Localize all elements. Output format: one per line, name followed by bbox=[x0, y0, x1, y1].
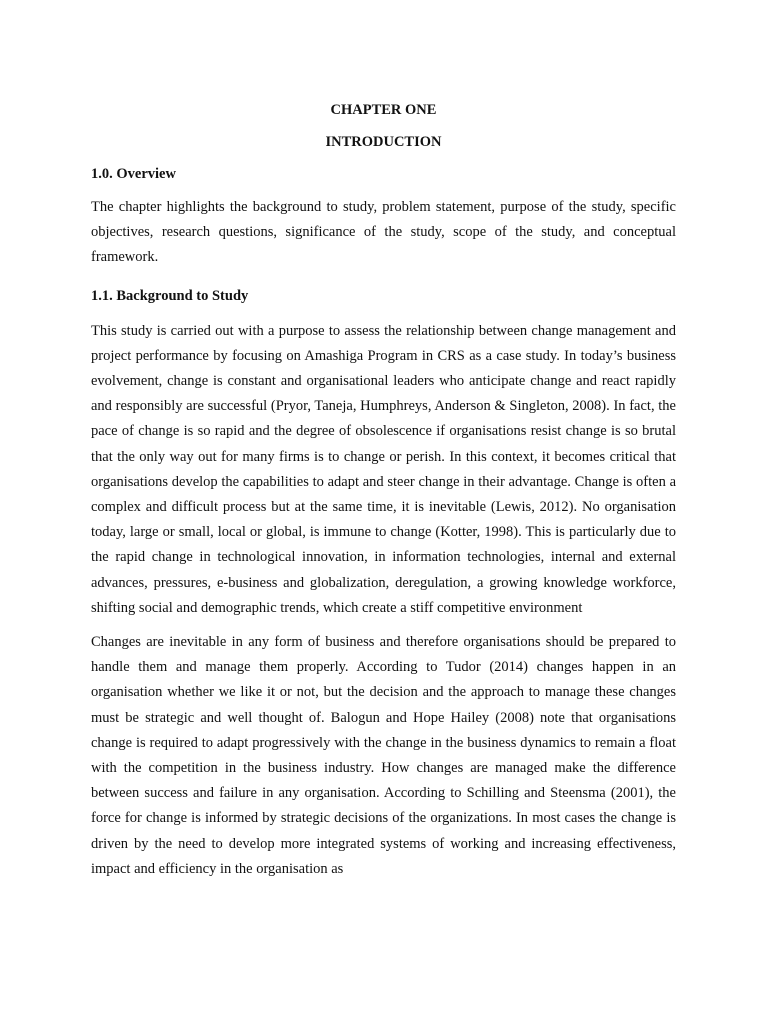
document-page bbox=[91, 101, 676, 882]
background-paragraph-1: This study is carried out with a purpose to assess the relationship between change management and project performance by focusing on Amashiga Program in CRS as a case study. In today’s business evolvement, change is constant and organisational leaders who anticipate change and react rapidly and responsibly are successful (Pryor, Taneja, Humphreys, Anderson & Singleton, 2008). In fact, the pace of change is so rapid and the degree of obsolescence if organisations resist change is so brutal that the only way out for many firms is to change or perish. In this context, it becomes critical that organisations develop the capabilities to adapt and steer change in their advantage. Change is often a complex and difficult process but at the same time, it is inevitable (Lewis, 2012). No organisation today, large or small, local or global, is immune to change (Kotter, 1998). This is particularly due to the rapid change in technological innovation, in information technologies, internal and external advances, pressures, e-business and globalization, deregulation, a growing knowledge workforce, shifting social and demographic trends, which create a stiff competitive environment bbox=[91, 322, 676, 616]
chapter-title: CHAPTER ONE bbox=[330, 102, 437, 118]
section-heading-background: 1.1. Background to Study bbox=[91, 287, 249, 304]
chapter-subtitle: INTRODUCTION bbox=[325, 134, 442, 150]
overview-paragraph: The chapter highlights the background to study, problem statement, purpose of the study, specific objectives, research questions, significance of the study, scope of the study, and conceptual framework. bbox=[91, 199, 676, 266]
background-paragraph-2: Changes are inevitable in any form of business and therefore organisations should be prepared to handle them and manage them properly. According to Tudor (2014) changes happen in an organisation whether we like it or not, but the decision and the approach to manage these changes must be strategic and well thought of. Balogun and Hope Hailey (2008) note that organisations change is required to adapt progressively with the change in the business dynamics to remain a float with the competition in the business industry. How changes are managed make the difference between success and failure in any organisation. According to Schilling and Steensma (2001), the force for change is informed by strategic decisions of the organizations. In most cases the change is driven by the need to develop more integrated systems of working and increasing effectiveness, impact and efficiency in the organisation as bbox=[91, 634, 676, 877]
section-heading-overview: 1.0. Overview bbox=[91, 166, 176, 182]
